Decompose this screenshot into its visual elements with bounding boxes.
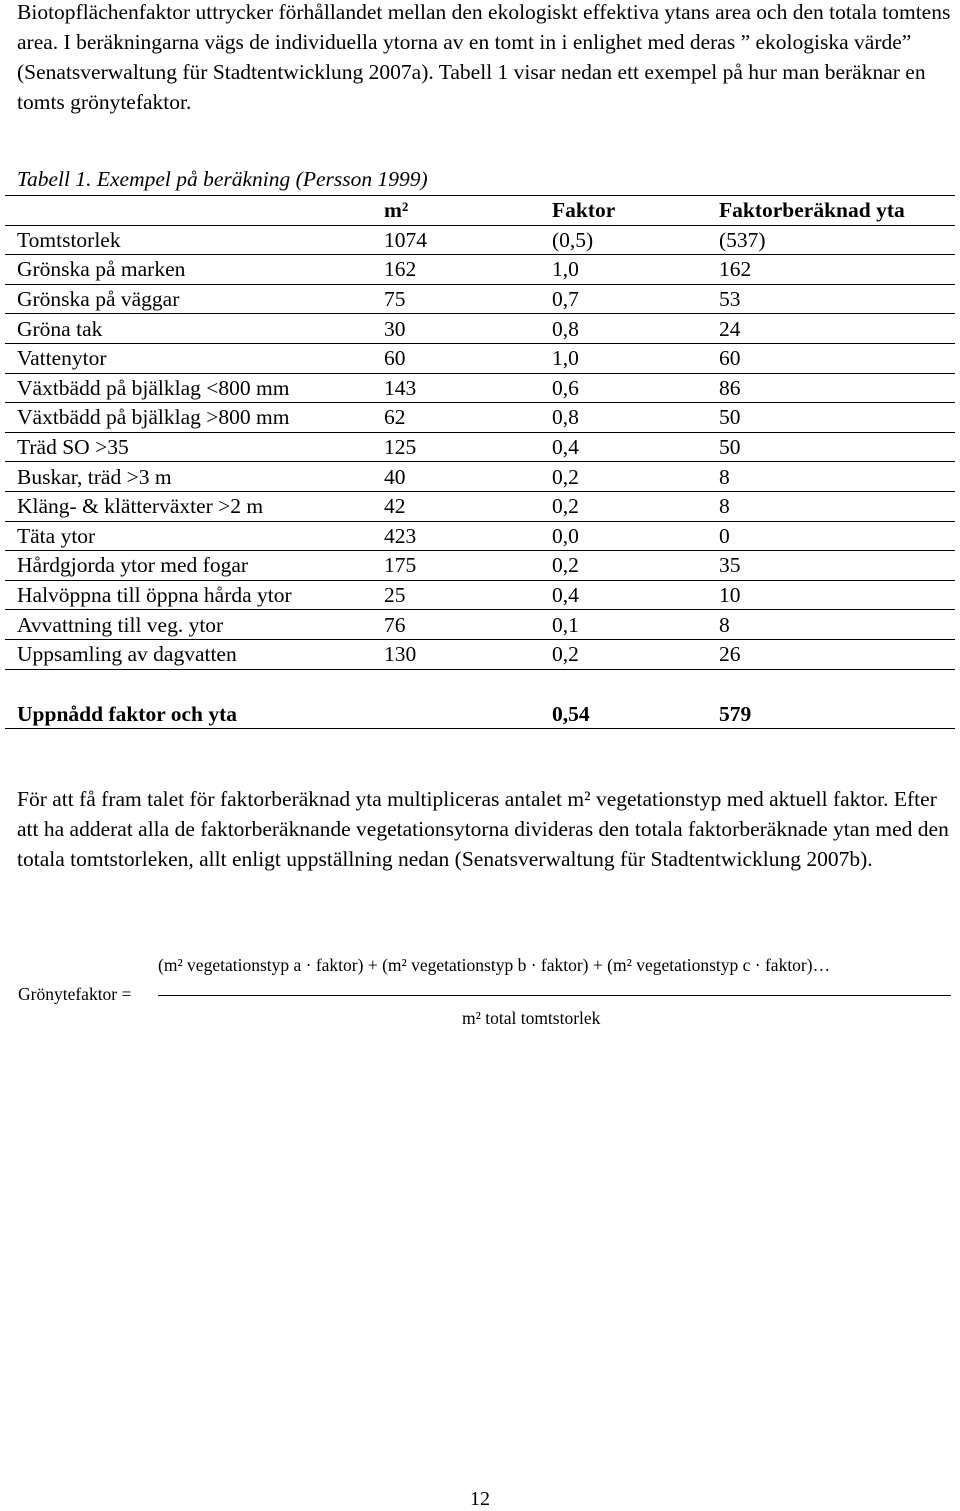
row-label: Vattenytor — [5, 343, 384, 373]
formula-numerator: (m² vegetationstyp a · faktor) + (m² vegetationstyp b · faktor) + (m² vegetationstyp c · faktor)… — [158, 955, 831, 975]
row-factor: 0,2 — [552, 551, 719, 581]
table-row — [5, 373, 955, 403]
page-number: 12 — [470, 1488, 490, 1510]
table-caption: Tabell 1. Exempel på beräkning (Persson 1999) — [17, 167, 428, 191]
row-label: Buskar, träd >3 m — [5, 462, 384, 492]
row-area: 423 — [384, 521, 552, 551]
row-area: 162 — [384, 255, 552, 285]
row-label: Växtbädd på bjälklag <800 mm — [5, 373, 384, 403]
table-body — [5, 225, 955, 729]
row-weighted: 86 — [719, 373, 955, 403]
row-label: Grönska på väggar — [5, 284, 384, 314]
total-area — [384, 700, 552, 729]
row-weighted: 0 — [719, 521, 955, 551]
row-weighted: 60 — [719, 343, 955, 373]
table-row — [5, 551, 955, 581]
row-factor: 0,4 — [552, 432, 719, 462]
row-factor: 1,0 — [552, 343, 719, 373]
table-row — [5, 403, 955, 433]
row-weighted: 10 — [719, 580, 955, 610]
row-weighted: 26 — [719, 639, 955, 669]
row-label: Avvattning till veg. ytor — [5, 610, 384, 640]
formula-denominator: m² total tomtstorlek — [462, 1008, 601, 1028]
explanation-paragraph: För att få fram talet för faktorberäknad yta multipliceras antalet m² vegetationstyp med aktuell faktor. Efter att ha adderat alla de faktorberäknande vegetationsytorna divideras den totala faktorberäknade ytan med den totala tomtstorleken, allt enligt uppställning nedan (Senatsverwaltung für Stadtentwicklung 2007b). — [17, 787, 949, 871]
row-area: 62 — [384, 403, 552, 433]
row-area: 175 — [384, 551, 552, 581]
row-area: 76 — [384, 610, 552, 640]
row-label: Täta ytor — [5, 521, 384, 551]
row-label: Hårdgjorda ytor med fogar — [5, 551, 384, 581]
total-weighted: 579 — [719, 700, 955, 729]
row-weighted: 50 — [719, 432, 955, 462]
row-label: Kläng- & klätterväxter >2 m — [5, 491, 384, 521]
table-row — [5, 462, 955, 492]
row-label: Växtbädd på bjälklag >800 mm — [5, 403, 384, 433]
row-factor: 0,8 — [552, 403, 719, 433]
row-area: 130 — [384, 639, 552, 669]
row-area: 1074 — [384, 225, 552, 255]
row-weighted: 50 — [719, 403, 955, 433]
row-factor: 0,4 — [552, 580, 719, 610]
total-factor: 0,54 — [552, 700, 719, 729]
header-cell-weighted: Faktorberäknad yta — [719, 196, 955, 226]
table-row — [5, 491, 955, 521]
row-weighted: 8 — [719, 491, 955, 521]
row-label: Uppsamling av dagvatten — [5, 639, 384, 669]
row-label: Träd SO >35 — [5, 432, 384, 462]
row-area: 75 — [384, 284, 552, 314]
table-row — [5, 610, 955, 640]
row-area: 25 — [384, 580, 552, 610]
table-row — [5, 521, 955, 551]
row-factor: 0,1 — [552, 610, 719, 640]
table-row — [5, 314, 955, 344]
intro-paragraph: Biotopflächenfaktor uttrycker förhållandet mellan den ekologiskt effektiva ytans area och den totala tomtens area. I beräkningarna vägs de individuella ytorna av en tomt in i enlighet med deras ” ekologiska värde” (Senatsverwaltung für Stadtentwicklung 2007a). Tabell 1 visar nedan ett exempel på hur man beräknar en tomts grönytefaktor. — [17, 0, 951, 114]
row-factor: 1,0 — [552, 255, 719, 285]
row-area: 30 — [384, 314, 552, 344]
row-label: Halvöppna till öppna hårda ytor — [5, 580, 384, 610]
table-header-row — [5, 196, 955, 226]
row-label: Tomtstorlek — [5, 225, 384, 255]
table-row — [5, 225, 955, 255]
row-factor: (0,5) — [552, 225, 719, 255]
header-cell-area: m² — [384, 196, 552, 226]
row-label: Grönska på marken — [5, 255, 384, 285]
row-weighted: 8 — [719, 610, 955, 640]
row-factor: 0,6 — [552, 373, 719, 403]
table-row — [5, 284, 955, 314]
row-label: Gröna tak — [5, 314, 384, 344]
row-factor: 0,2 — [552, 462, 719, 492]
row-area: 60 — [384, 343, 552, 373]
row-factor: 0,7 — [552, 284, 719, 314]
row-area: 40 — [384, 462, 552, 492]
row-weighted: 8 — [719, 462, 955, 492]
table-row — [5, 639, 955, 669]
header-cell-label — [5, 196, 384, 226]
fraction-bar — [158, 995, 951, 996]
factor-table — [5, 195, 955, 729]
row-area: 42 — [384, 491, 552, 521]
row-weighted: 35 — [719, 551, 955, 581]
row-factor: 0,0 — [552, 521, 719, 551]
table-spacer-row — [5, 669, 955, 700]
table-row — [5, 255, 955, 285]
header-cell-factor: Faktor — [552, 196, 719, 226]
table-row — [5, 432, 955, 462]
row-weighted: 24 — [719, 314, 955, 344]
total-label: Uppnådd faktor och yta — [5, 700, 384, 729]
row-weighted: 162 — [719, 255, 955, 285]
row-factor: 0,8 — [552, 314, 719, 344]
row-weighted: (537) — [719, 225, 955, 255]
row-weighted: 53 — [719, 284, 955, 314]
table-row — [5, 343, 955, 373]
row-factor: 0,2 — [552, 491, 719, 521]
row-area: 125 — [384, 432, 552, 462]
row-area: 143 — [384, 373, 552, 403]
row-factor: 0,2 — [552, 639, 719, 669]
total-row — [5, 700, 955, 729]
formula-label: Grönytefaktor = — [18, 984, 132, 1004]
table-row — [5, 580, 955, 610]
